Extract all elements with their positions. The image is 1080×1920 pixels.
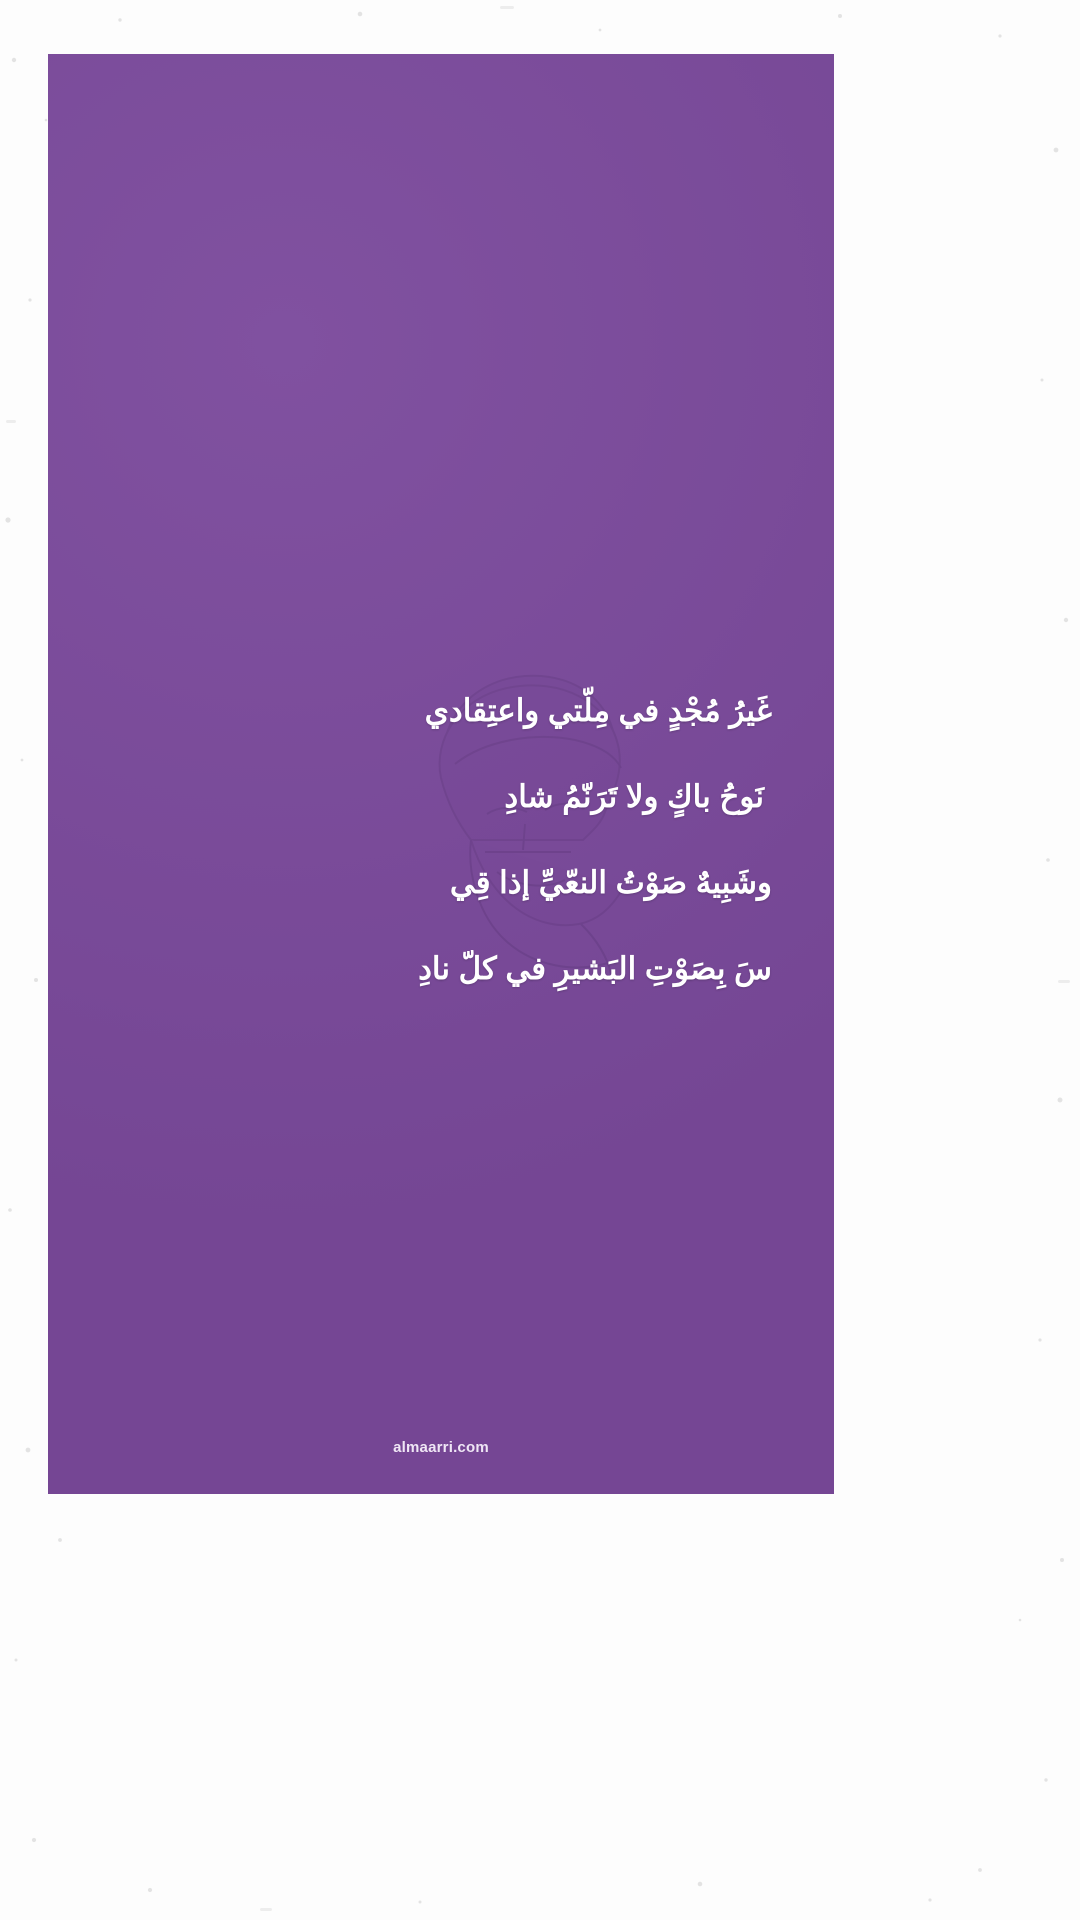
quote-card <box>48 54 834 1494</box>
poem-line: غَيرُ مُجْدٍ في مِلّتي واعتِقادي <box>424 693 772 728</box>
poem-line: سَ بِصَوْتِ البَشيرِ في كلّ نادِ <box>418 950 772 986</box>
poem-line: وشَبِيهٌ صَوْتُ النعّيِّ إذا قِي <box>449 864 772 900</box>
poem-verses <box>110 690 772 1033</box>
poem-line: نَوحُ باكٍ ولا تَرَنّمُ شادِ <box>504 778 764 814</box>
site-credit[interactable]: almaarri.com <box>393 1439 489 1456</box>
